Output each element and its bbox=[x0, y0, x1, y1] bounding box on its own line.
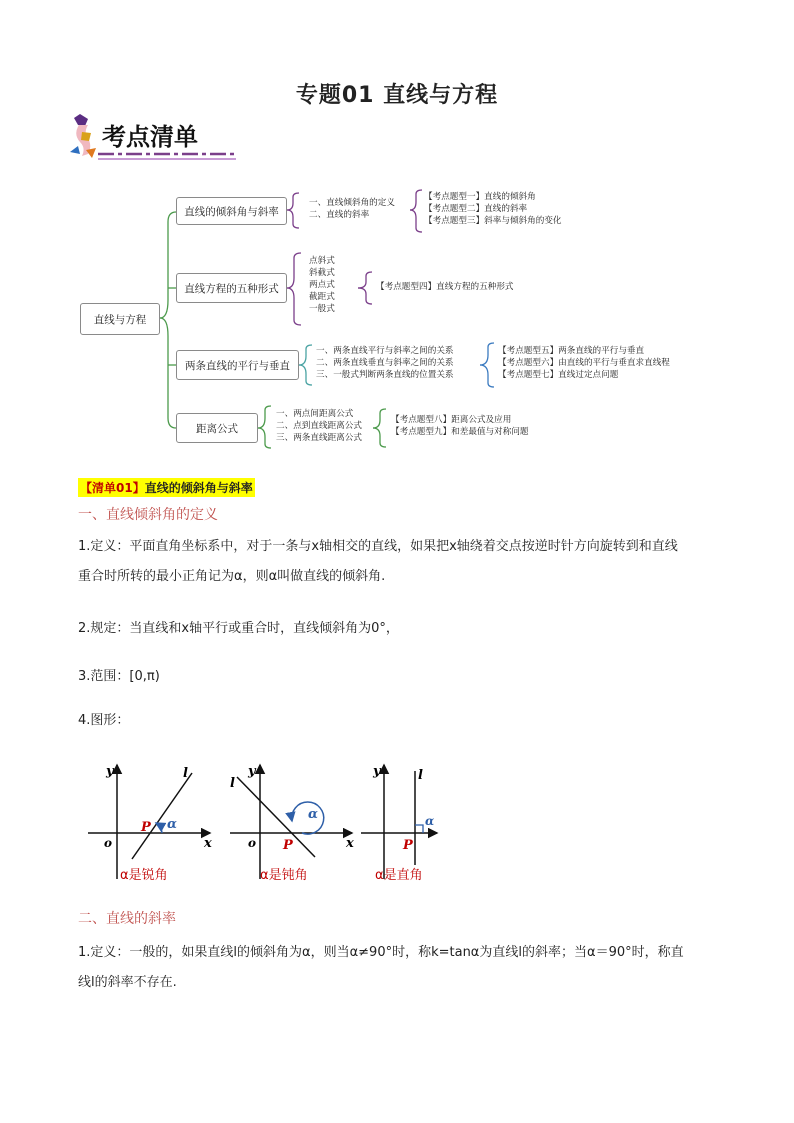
page-title: 专题01 直线与方程 bbox=[295, 83, 499, 108]
mindmap-root: 直线与方程 bbox=[80, 303, 160, 335]
paragraph-figure-label: 4.图形： bbox=[78, 713, 130, 728]
mindmap-item: 截距式 bbox=[309, 292, 335, 302]
subheading-1: 一、直线倾斜角的定义 bbox=[78, 507, 218, 523]
mindmap-type: 【考点题型三】斜率与倾斜角的变化 bbox=[424, 216, 562, 226]
mindmap-item: 二、点到直线距离公式 bbox=[276, 421, 362, 431]
mindmap-item: 一、直线倾斜角的定义 bbox=[309, 198, 395, 208]
point-label: P bbox=[403, 838, 413, 853]
subheading-2: 二、直线的斜率 bbox=[78, 911, 176, 927]
point-label: P bbox=[283, 838, 293, 853]
mindmap-item: 两点式 bbox=[309, 280, 335, 290]
origin-label: o bbox=[248, 836, 257, 850]
figure-acute bbox=[88, 764, 212, 883]
mindmap-item: 一、两条直线平行与斜率之间的关系 bbox=[316, 346, 454, 356]
alpha-label: α bbox=[425, 814, 435, 828]
paragraph-line: 线l的斜率不存在. bbox=[78, 975, 177, 990]
mindmap-branch-4: 距离公式 bbox=[176, 413, 258, 443]
point-label: P bbox=[141, 820, 151, 835]
section-header bbox=[78, 478, 255, 497]
mindmap-item: 三、一般式判断两条直线的位置关系 bbox=[316, 370, 454, 380]
mindmap-branch-3: 两条直线的平行与垂直 bbox=[176, 350, 299, 380]
line-label: l bbox=[418, 768, 423, 783]
alpha-label: α bbox=[308, 807, 319, 822]
paragraph-line: 1.定义：一般的，如果直线l的倾斜角为α，则当α≠90°时，称k=tanα为直线l的斜率；当α＝90°时，称直 bbox=[78, 945, 684, 960]
mindmap-type: 【考点题型七】直线过定点问题 bbox=[498, 370, 619, 380]
mindmap-type: 【考点题型六】由直线的平行与垂直求直线程 bbox=[498, 358, 670, 368]
mindmap-item: 二、直线的斜率 bbox=[309, 210, 370, 220]
mindmap-type: 【考点题型八】距离公式及应用 bbox=[391, 415, 512, 425]
paragraph-line: 重合时所转的最小正角记为α，则α叫做直线的倾斜角. bbox=[78, 569, 386, 584]
figure-obtuse bbox=[230, 764, 354, 883]
mindmap-item: 二、两条直线垂直与斜率之间的关系 bbox=[316, 358, 454, 368]
y-label: y bbox=[248, 764, 256, 779]
mindmap-item: 一、两点间距离公式 bbox=[276, 409, 354, 419]
section-title: 直线的倾斜角与斜率 bbox=[144, 481, 253, 495]
paragraph-definition bbox=[78, 532, 748, 592]
origin-label: o bbox=[104, 836, 113, 850]
caption-acute: α是锐角 bbox=[120, 868, 168, 883]
alpha-label: α bbox=[167, 817, 178, 832]
line-label: l bbox=[183, 766, 188, 781]
mindmap-item: 点斜式 bbox=[309, 256, 335, 266]
figure-right bbox=[355, 755, 445, 890]
y-label: y bbox=[373, 764, 381, 779]
logo-text: 考点清单 bbox=[102, 122, 198, 151]
x-label: x bbox=[346, 836, 354, 851]
paragraph-range: 3.范围：[0,π) bbox=[78, 669, 160, 684]
mindmap-item: 斜截式 bbox=[309, 268, 335, 278]
paragraph-line: 1.定义：平面直角坐标系中，对于一条与x轴相交的直线，如果把x轴绕着交点按逆时针方向旋转到和直线 bbox=[78, 539, 678, 554]
mindmap-item: 一般式 bbox=[309, 304, 335, 314]
mindmap-type: 【考点题型九】和差最值与对称问题 bbox=[391, 427, 529, 437]
mindmap-branch-1: 直线的倾斜角与斜率 bbox=[176, 197, 287, 225]
paragraph-slope bbox=[78, 938, 758, 998]
x-label: x bbox=[204, 836, 212, 851]
mindmap-connectors bbox=[0, 0, 794, 460]
mindmap-type: 【考点题型五】两条直线的平行与垂直 bbox=[498, 346, 645, 356]
mindmap-type: 【考点题型四】直线方程的五种形式 bbox=[376, 282, 514, 292]
paragraph-rule: 2.规定：当直线和x轴平行或重合时，直线倾斜角为0°， bbox=[78, 621, 399, 636]
y-label: y bbox=[106, 764, 114, 779]
mindmap-type: 【考点题型一】直线的倾斜角 bbox=[424, 192, 536, 202]
mindmap-branch-2: 直线方程的五种形式 bbox=[176, 273, 287, 303]
caption-right: α是直角 bbox=[375, 868, 423, 883]
mindmap-type: 【考点题型二】直线的斜率 bbox=[424, 204, 528, 214]
section-prefix: 【清单01】 bbox=[80, 481, 145, 495]
mindmap-item: 三、两条直线距离公式 bbox=[276, 433, 362, 443]
caption-obtuse: α是钝角 bbox=[260, 868, 308, 883]
line-label: l bbox=[230, 776, 235, 791]
